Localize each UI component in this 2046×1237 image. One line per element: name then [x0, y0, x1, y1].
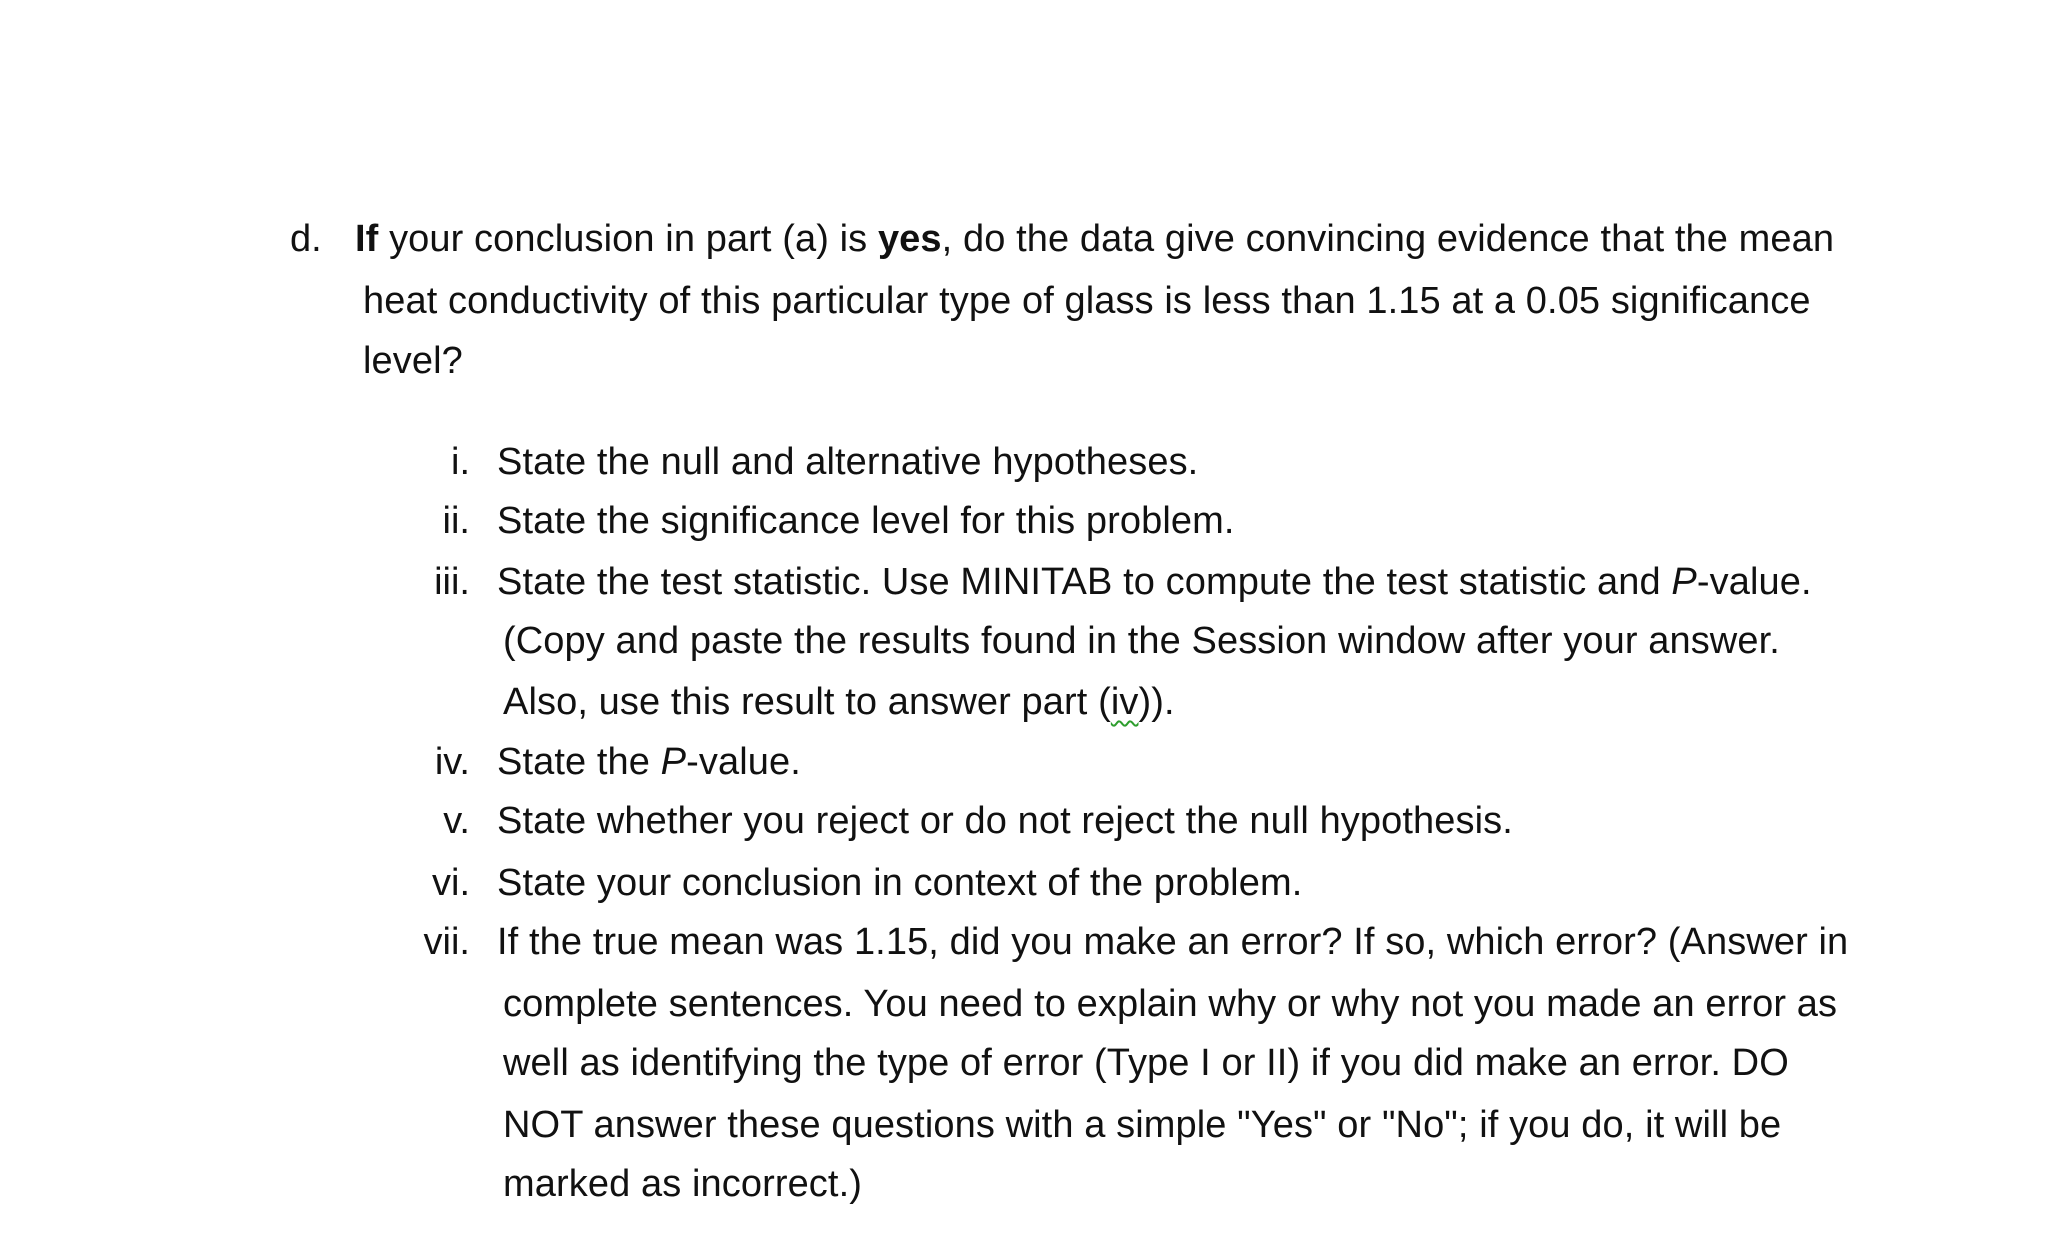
part-d-label: d. [290, 218, 322, 260]
item-vii-line-3: well as identifying the type of error (Type I or II) if you did make an error. DO [503, 1042, 1789, 1084]
item-iv-text [497, 743, 801, 781]
item-iii-text: )). [1138, 681, 1175, 723]
grammar-squiggle-iv: iv [1110, 681, 1139, 723]
item-iii-text: State the test statistic. Use MINITAB to compute the test statistic and [497, 561, 1672, 603]
item-vii-line-2: complete sentences. You need to explain why or why not you made an error as [503, 983, 1838, 1025]
item-iv-numeral: iv. [434, 741, 470, 783]
question-text: , do the data give convincing evidence that the mean [941, 218, 1835, 260]
item-iv-text-a: State the [497, 741, 661, 783]
item-ii-numeral: ii. [442, 500, 470, 542]
p-italic: P [1671, 561, 1697, 603]
item-vii-numeral: vii. [423, 921, 470, 963]
yes-bold: yes [877, 218, 942, 260]
item-vii-line-5: marked as incorrect.) [503, 1163, 862, 1205]
item-iii-numeral: iii. [434, 561, 470, 603]
p-italic: P [660, 741, 687, 783]
item-v-numeral: v. [443, 800, 470, 842]
item-i-numeral: i. [451, 441, 470, 483]
question-text: your conclusion in part (a) is [378, 218, 878, 260]
item-iv-text-b: -value. [686, 741, 801, 783]
item-v-text: State whether you reject or do not reject the null hypothesis. [497, 800, 1513, 842]
item-iii-line-2: (Copy and paste the results found in the Session window after your answer. [503, 620, 1780, 662]
item-vii-line-4: NOT answer these questions with a simple "Yes" or "No"; if you do, it will be [503, 1104, 1782, 1146]
item-vii-line-1: If the true mean was 1.15, did you make an error? If so, which error? (Answer in [497, 921, 1849, 963]
part-d-question-line-2: heat conductivity of this particular type of glass is less than 1.15 at a 0.05 significance [363, 280, 1811, 322]
item-iii-text: -value. [1696, 561, 1812, 603]
if-bold: If [355, 218, 379, 260]
part-d-question-line-1 [355, 220, 1834, 258]
part-d-question-line-3: level? [363, 340, 463, 382]
item-iii-line-3 [503, 683, 1175, 721]
item-ii-text: State the significance level for this problem. [497, 500, 1235, 542]
item-vi-numeral: vi. [432, 862, 470, 904]
item-vi-text: State your conclusion in context of the problem. [497, 862, 1303, 904]
item-iii-line-1 [497, 563, 1812, 601]
item-i-text: State the null and alternative hypotheses. [497, 441, 1199, 483]
item-iii-text: Also, use this result to answer part ( [503, 681, 1111, 723]
